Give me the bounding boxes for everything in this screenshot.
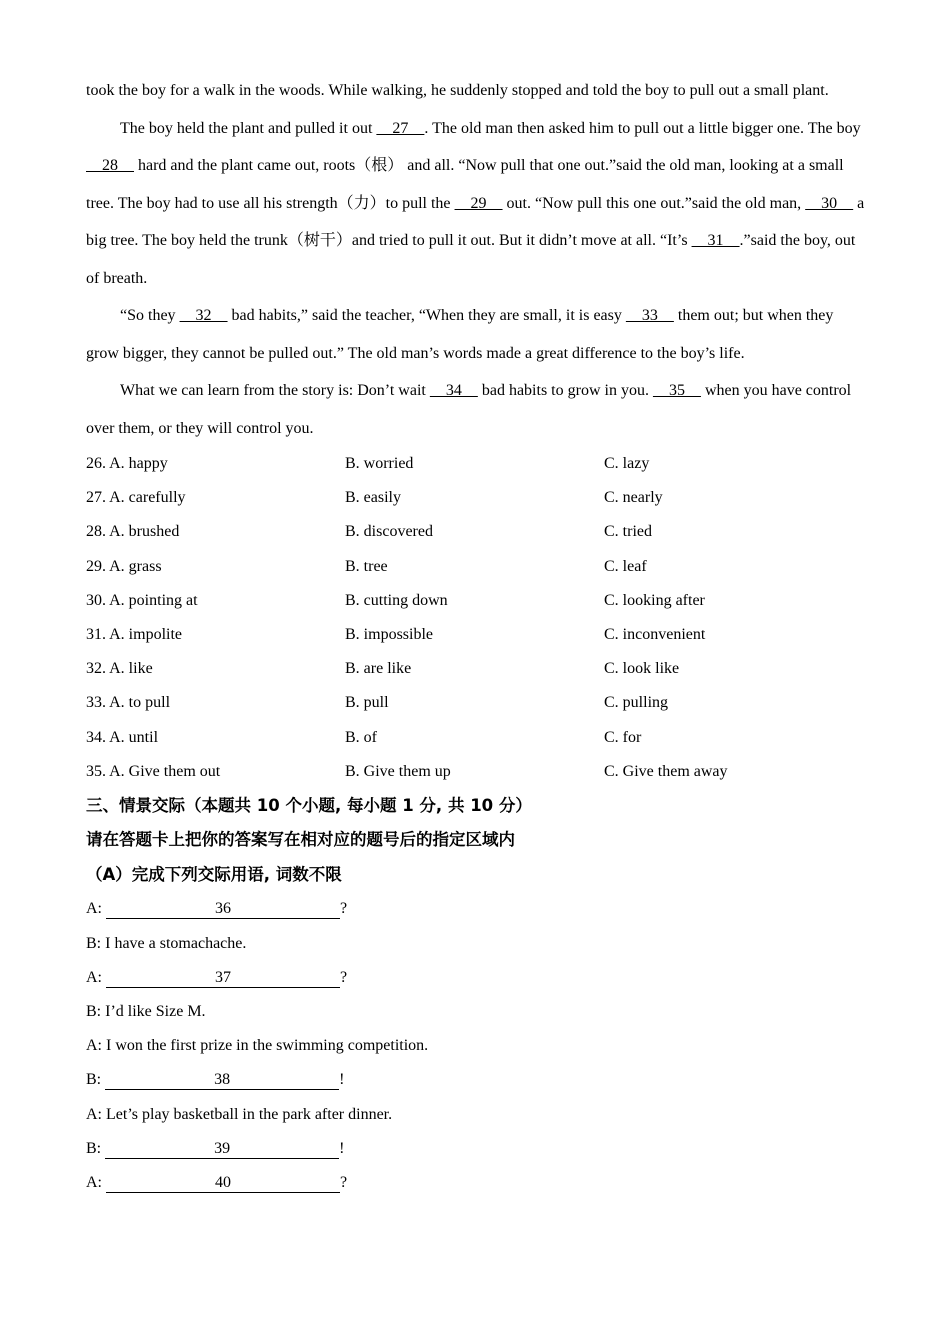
passage-text: hard and the plant came out, roots（根） and all. “Now pull that one out.”said the old man, looking at a small tree. The boy had to use all his strength（力）to pull the	[86, 157, 844, 212]
dialog-answer-blank[interactable]: 38	[105, 1071, 339, 1090]
dialog-text: I’d like Size M.	[105, 1002, 206, 1020]
dialog-line	[86, 1132, 866, 1166]
option-row	[86, 686, 866, 720]
options-list	[86, 447, 866, 789]
passage-text: “So they	[120, 307, 180, 324]
option-c[interactable]: C. tried	[604, 523, 652, 541]
option-b[interactable]: B. tree	[345, 557, 388, 575]
option-a[interactable]: 34. A. until	[86, 728, 159, 746]
option-b[interactable]: B. cutting down	[345, 591, 448, 609]
answer-blank[interactable]: 35	[652, 382, 701, 399]
dialog-line	[86, 1098, 866, 1132]
passage-text: them out; but when they grow bigger, they cannot be pulled out.” The old man’s words made a great difference to the boy’s life.	[86, 307, 834, 362]
dialog-list	[86, 892, 866, 1200]
speaker-label: B:	[86, 1071, 106, 1089]
passage-text: out. “Now pull this one out.”said the old man,	[502, 194, 806, 212]
option-row	[86, 652, 866, 686]
passage-text: when you have control over them, or they will control you.	[86, 382, 852, 437]
answer-blank[interactable]: 30	[805, 194, 854, 212]
option-c[interactable]: C. looking after	[604, 591, 705, 609]
option-c[interactable]: C. pulling	[604, 694, 669, 712]
passage-text: What we can learn from the story is: Don’t wait	[120, 382, 430, 399]
option-b[interactable]: B. worried	[345, 455, 414, 472]
passage-text: . The old man then asked him to pull out a little bigger one. The boy	[424, 119, 861, 137]
passage-text: bad habits to grow in you.	[477, 382, 653, 399]
speaker-label: B:	[86, 1002, 106, 1020]
option-row	[86, 584, 866, 618]
option-b[interactable]: B. impossible	[345, 625, 434, 643]
answer-blank[interactable]: 29	[454, 194, 503, 212]
option-row	[86, 550, 866, 584]
option-a[interactable]: 29. A. grass	[86, 557, 162, 575]
dialog-punctuation: ?	[340, 900, 348, 918]
speaker-label: A:	[86, 1105, 106, 1123]
option-c[interactable]: C. nearly	[604, 489, 663, 507]
option-a[interactable]: 35. A. Give them out	[86, 762, 221, 780]
passage-paragraph-2	[86, 110, 866, 298]
option-row	[86, 447, 866, 481]
dialog-line	[86, 927, 866, 961]
option-a[interactable]: 30. A. pointing at	[86, 591, 198, 609]
speaker-label: B:	[86, 1139, 106, 1157]
answer-blank[interactable]: 32	[179, 307, 228, 324]
option-row	[86, 481, 866, 515]
option-b[interactable]: B. pull	[345, 694, 389, 712]
passage-paragraph-4	[86, 372, 866, 447]
passage-text: The boy held the plant and pulled it out	[120, 119, 377, 137]
dialog-text: I have a stomachache.	[105, 934, 247, 952]
speaker-label: A:	[86, 1037, 106, 1055]
dialog-answer-blank[interactable]: 40	[106, 1174, 340, 1193]
dialog-punctuation: !	[339, 1139, 345, 1157]
dialog-answer-blank[interactable]: 37	[106, 969, 340, 988]
answer-blank[interactable]: 33	[625, 307, 674, 324]
speaker-label: A:	[86, 1173, 106, 1191]
answer-blank[interactable]: 28	[86, 157, 134, 174]
option-c[interactable]: C. lazy	[604, 455, 650, 472]
option-b[interactable]: B. Give them up	[345, 762, 451, 780]
option-a[interactable]: 26. A. happy	[86, 455, 168, 472]
answer-blank[interactable]: 31	[691, 232, 740, 249]
option-row	[86, 755, 866, 789]
passage-paragraph-1: took the boy for a walk in the woods. While walking, he suddenly stopped and told the boy to pull out a small plant.	[86, 82, 829, 99]
section-instruction: 请在答题卡上把你的答案写在相对应的题号后的指定区域内	[86, 830, 515, 850]
option-row	[86, 515, 866, 549]
option-a[interactable]: 32. A. like	[86, 660, 153, 678]
option-a[interactable]: 33. A. to pull	[86, 694, 171, 712]
passage-text: .”said the boy, out of breath.	[86, 232, 856, 287]
dialog-text: I won the first prize in the swimming competition.	[106, 1037, 429, 1055]
option-b[interactable]: B. easily	[345, 489, 401, 507]
exam-page	[86, 72, 866, 1200]
dialog-line	[86, 892, 866, 926]
option-c[interactable]: C. look like	[604, 660, 680, 678]
option-c[interactable]: C. inconvenient	[604, 625, 706, 643]
option-c[interactable]: C. Give them away	[604, 762, 728, 780]
dialog-line	[86, 995, 866, 1029]
speaker-label: A:	[86, 900, 106, 918]
option-c[interactable]: C. leaf	[604, 557, 647, 575]
option-a[interactable]: 28. A. brushed	[86, 523, 180, 541]
dialog-answer-blank[interactable]: 36	[106, 900, 340, 919]
speaker-label: A:	[86, 968, 106, 986]
option-row	[86, 721, 866, 755]
speaker-label: B:	[86, 934, 106, 952]
section-title: 三、情景交际（本题共 10 个小题, 每小题 1 分, 共 10 分）	[86, 795, 532, 815]
option-b[interactable]: B. discovered	[345, 523, 433, 541]
dialog-line	[86, 1166, 866, 1200]
part-a-title: （A）完成下列交际用语, 词数不限	[86, 864, 342, 884]
passage-text: bad habits,” said the teacher, “When they are small, it is easy	[227, 307, 626, 324]
passage-paragraph-3	[86, 297, 866, 372]
option-a[interactable]: 31. A. impolite	[86, 625, 182, 643]
option-b[interactable]: B. of	[345, 728, 377, 746]
dialog-line	[86, 1029, 866, 1063]
dialog-line	[86, 1063, 866, 1097]
dialog-text: Let’s play basketball in the park after dinner.	[106, 1105, 393, 1123]
answer-blank[interactable]: 34	[429, 382, 478, 399]
dialog-punctuation: !	[339, 1071, 345, 1089]
option-row	[86, 618, 866, 652]
dialog-answer-blank[interactable]: 39	[105, 1140, 339, 1159]
dialog-line	[86, 961, 866, 995]
dialog-punctuation: ?	[340, 968, 348, 986]
option-b[interactable]: B. are like	[345, 660, 412, 678]
dialog-punctuation: ?	[340, 1173, 348, 1191]
answer-blank[interactable]: 27	[376, 119, 425, 137]
option-c[interactable]: C. for	[604, 728, 642, 746]
passage-text: a big tree. The boy held the trunk（树干）and tried to pull it out. But it didn’t move at all. “It’s	[86, 194, 865, 249]
option-a[interactable]: 27. A. carefully	[86, 489, 186, 507]
